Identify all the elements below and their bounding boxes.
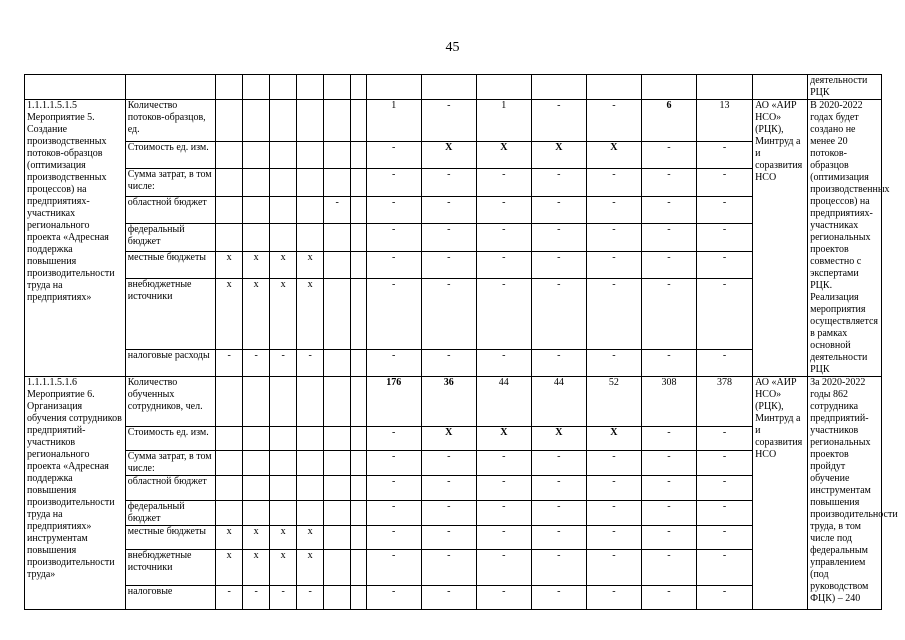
- indicator-label: Сумма затрат, в том числе:: [125, 169, 215, 197]
- left-value-cell: -: [270, 350, 297, 377]
- spacer-cell: [351, 427, 367, 451]
- year-value-cell: -: [696, 451, 752, 476]
- year-value-cell: -: [421, 501, 476, 526]
- left-value-cell: х: [243, 526, 270, 550]
- left-value-cell: [297, 142, 324, 169]
- left-value-cell: х: [297, 550, 324, 586]
- row-comment: деятельности РЦК: [808, 75, 882, 100]
- year-value-cell: -: [476, 223, 531, 251]
- year-value-cell: -: [421, 451, 476, 476]
- year-value-cell: -: [421, 586, 476, 610]
- year-value-cell: -: [531, 251, 586, 278]
- year-value-cell: -: [421, 223, 476, 251]
- left-value-cell: [324, 501, 351, 526]
- year-value-cell: -: [586, 278, 641, 349]
- year-value-cell: -: [586, 223, 641, 251]
- table-row: [25, 377, 882, 427]
- year-value-cell: -: [531, 278, 586, 349]
- left-value-cell: [243, 476, 270, 501]
- indicator-label: местные бюджеты: [125, 526, 215, 550]
- year-value-cell: -: [641, 586, 696, 610]
- left-value-cell: [216, 169, 243, 197]
- indicator-label: налоговые: [125, 586, 215, 610]
- left-value-cell: [297, 197, 324, 224]
- year-value-cell: -: [366, 142, 421, 169]
- year-value-cell: -: [366, 197, 421, 224]
- year-value-cell: -: [696, 169, 752, 197]
- left-value-cell: [216, 427, 243, 451]
- year-value-cell: 44: [476, 377, 531, 427]
- spacer-cell: [351, 251, 367, 278]
- year-value-cell: -: [421, 476, 476, 501]
- left-value-cell: х: [270, 278, 297, 349]
- left-value-cell: [243, 427, 270, 451]
- year-value-cell: -: [586, 526, 641, 550]
- year-value-cell: 378: [696, 377, 752, 427]
- year-value-cell: -: [366, 501, 421, 526]
- left-value-cell: х: [297, 526, 324, 550]
- year-value-cell: -: [586, 251, 641, 278]
- year-value-cell: -: [476, 350, 531, 377]
- left-value-cell: [270, 476, 297, 501]
- year-value-cell: -: [476, 476, 531, 501]
- left-value-cell: -: [297, 350, 324, 377]
- year-value-cell: -: [696, 501, 752, 526]
- year-value-cell: -: [641, 550, 696, 586]
- left-value-cell: -: [243, 586, 270, 610]
- year-value-cell: -: [476, 278, 531, 349]
- left-value-cell: [324, 427, 351, 451]
- year-value-cell: -: [586, 501, 641, 526]
- indicator-label: областной бюджет: [125, 197, 215, 224]
- year-value-cell: Х: [421, 142, 476, 169]
- table-row: [25, 100, 882, 142]
- left-value-cell: [243, 451, 270, 476]
- left-value-cell: [216, 377, 243, 427]
- left-value-cell: [216, 100, 243, 142]
- year-value-cell: -: [696, 251, 752, 278]
- year-value-cell: -: [366, 526, 421, 550]
- indicator-label: федеральный бюджет: [125, 501, 215, 526]
- year-value-cell: -: [366, 586, 421, 610]
- year-value-cell: -: [366, 350, 421, 377]
- year-value-cell: -: [476, 526, 531, 550]
- spacer-cell: [351, 197, 367, 224]
- year-value-cell: -: [531, 501, 586, 526]
- spacer-cell: [351, 278, 367, 349]
- left-value-cell: [297, 169, 324, 197]
- year-value-cell: -: [476, 501, 531, 526]
- left-value-cell: [297, 451, 324, 476]
- year-value-cell: -: [421, 251, 476, 278]
- year-value-cell: -: [531, 223, 586, 251]
- year-value-cell: -: [531, 100, 586, 142]
- page-number: 45: [445, 40, 460, 55]
- comment-cell: В 2020-2022 годах будет создано не менее 20 потоков-образцов (оптимизация производственных процессов) на предприятиях-участниках региональных проектов совместно с экспертами РЦК. Реализация мероприятия осуществляется в рамках основной деятельности РЦК: [808, 100, 882, 377]
- spacer-cell: [351, 142, 367, 169]
- year-value-cell: Х: [531, 427, 586, 451]
- left-value-cell: [324, 142, 351, 169]
- left-value-cell: [297, 501, 324, 526]
- year-value-cell: -: [641, 451, 696, 476]
- left-value-cell: -: [216, 350, 243, 377]
- left-value-cell: -: [324, 197, 351, 224]
- left-value-cell: [324, 100, 351, 142]
- left-value-cell: [324, 550, 351, 586]
- left-value-cell: [216, 476, 243, 501]
- year-value-cell: -: [641, 427, 696, 451]
- year-value-cell: -: [421, 197, 476, 224]
- comment-cell: За 2020-2022 годы 862 сотрудника предприятий-участников региональных проектов пройдут обучение инструментам повышения производительности труда, в том числе под федеральным управлением (под руководством ФЦК) – 240: [808, 377, 882, 610]
- year-value-cell: -: [476, 197, 531, 224]
- year-value-cell: -: [641, 197, 696, 224]
- left-value-cell: -: [297, 586, 324, 610]
- table-row: [25, 75, 882, 100]
- left-value-cell: х: [216, 251, 243, 278]
- year-value-cell: 1: [366, 100, 421, 142]
- left-value-cell: [324, 223, 351, 251]
- indicator-label: местные бюджеты: [125, 251, 215, 278]
- left-value-cell: [270, 142, 297, 169]
- year-value-cell: -: [476, 451, 531, 476]
- year-value-cell: 36: [421, 377, 476, 427]
- spacer-cell: [351, 377, 367, 427]
- left-value-cell: [270, 377, 297, 427]
- left-value-cell: х: [270, 526, 297, 550]
- left-value-cell: [243, 142, 270, 169]
- year-value-cell: Х: [421, 427, 476, 451]
- year-value-cell: -: [366, 278, 421, 349]
- plan-body: [25, 75, 898, 610]
- left-value-cell: [324, 476, 351, 501]
- year-value-cell: -: [531, 586, 586, 610]
- year-value-cell: -: [641, 169, 696, 197]
- left-value-cell: -: [243, 350, 270, 377]
- left-value-cell: [243, 169, 270, 197]
- indicator-label: внебюджетные источники: [125, 550, 215, 586]
- year-value-cell: Х: [586, 142, 641, 169]
- year-value-cell: -: [696, 476, 752, 501]
- left-value-cell: [243, 197, 270, 224]
- year-value-cell: -: [366, 223, 421, 251]
- year-value-cell: -: [641, 251, 696, 278]
- year-value-cell: -: [586, 586, 641, 610]
- left-value-cell: [297, 476, 324, 501]
- left-value-cell: [324, 377, 351, 427]
- left-value-cell: х: [270, 251, 297, 278]
- indicator-label: налоговые расходы: [125, 350, 215, 377]
- year-value-cell: 1: [476, 100, 531, 142]
- year-value-cell: -: [641, 278, 696, 349]
- left-value-cell: [297, 223, 324, 251]
- left-value-cell: [270, 223, 297, 251]
- year-value-cell: -: [586, 476, 641, 501]
- year-value-cell: -: [531, 451, 586, 476]
- indicator-label: Сумма затрат, в том числе:: [125, 451, 215, 476]
- year-value-cell: -: [641, 501, 696, 526]
- left-value-cell: [270, 451, 297, 476]
- year-value-cell: -: [641, 476, 696, 501]
- left-value-cell: [324, 451, 351, 476]
- year-value-cell: Х: [476, 142, 531, 169]
- year-value-cell: -: [476, 550, 531, 586]
- spacer-cell: [351, 550, 367, 586]
- left-value-cell: [324, 526, 351, 550]
- left-value-cell: [216, 223, 243, 251]
- spacer-cell: [351, 501, 367, 526]
- year-value-cell: -: [366, 169, 421, 197]
- left-value-cell: х: [243, 278, 270, 349]
- left-value-cell: х: [216, 526, 243, 550]
- year-value-cell: 52: [586, 377, 641, 427]
- left-value-cell: х: [216, 278, 243, 349]
- left-value-cell: [216, 451, 243, 476]
- year-value-cell: Х: [476, 427, 531, 451]
- left-value-cell: [297, 100, 324, 142]
- spacer-cell: [351, 350, 367, 377]
- year-value-cell: -: [696, 550, 752, 586]
- left-value-cell: [270, 501, 297, 526]
- year-value-cell: -: [586, 350, 641, 377]
- year-value-cell: -: [586, 197, 641, 224]
- year-value-cell: -: [641, 350, 696, 377]
- spacer-cell: [351, 223, 367, 251]
- year-value-cell: -: [531, 476, 586, 501]
- year-value-cell: -: [696, 223, 752, 251]
- left-value-cell: -: [216, 586, 243, 610]
- year-value-cell: -: [586, 169, 641, 197]
- year-value-cell: -: [696, 197, 752, 224]
- year-value-cell: -: [696, 278, 752, 349]
- year-value-cell: -: [641, 142, 696, 169]
- event-code-cell: 1.1.1.1.5.1.5 Мероприятие 5. Создание производственных потоков-образцов (оптимизация производственных процессов) на предприятиях-участниках регионального проекта «Адресная поддержка повышения производительности труда на предприятиях»: [25, 100, 126, 377]
- left-value-cell: [243, 100, 270, 142]
- left-value-cell: х: [243, 251, 270, 278]
- year-value-cell: -: [586, 451, 641, 476]
- year-value-cell: -: [586, 550, 641, 586]
- year-value-cell: -: [641, 526, 696, 550]
- year-value-cell: -: [421, 350, 476, 377]
- year-value-cell: Х: [531, 142, 586, 169]
- year-value-cell: -: [366, 550, 421, 586]
- year-value-cell: -: [641, 223, 696, 251]
- indicator-label: федеральный бюджет: [125, 223, 215, 251]
- left-value-cell: [216, 197, 243, 224]
- left-value-cell: [324, 350, 351, 377]
- left-value-cell: [270, 427, 297, 451]
- left-value-cell: [297, 427, 324, 451]
- left-value-cell: [243, 223, 270, 251]
- spacer-cell: [351, 451, 367, 476]
- left-value-cell: х: [297, 251, 324, 278]
- spacer-cell: [351, 100, 367, 142]
- year-value-cell: -: [366, 451, 421, 476]
- year-value-cell: -: [531, 550, 586, 586]
- year-value-cell: -: [696, 350, 752, 377]
- year-value-cell: Х: [586, 427, 641, 451]
- year-value-cell: -: [421, 526, 476, 550]
- spacer-cell: [351, 476, 367, 501]
- left-value-cell: [324, 586, 351, 610]
- year-value-cell: -: [476, 251, 531, 278]
- indicator-label: Количество обученных сотрудников, чел.: [125, 377, 215, 427]
- left-value-cell: [270, 169, 297, 197]
- indicator-label: Стоимость ед. изм.: [125, 142, 215, 169]
- year-value-cell: -: [531, 169, 586, 197]
- year-value-cell: -: [421, 169, 476, 197]
- indicator-label: внебюджетные источники: [125, 278, 215, 349]
- left-value-cell: х: [297, 278, 324, 349]
- event-code-cell: 1.1.1.1.5.1.6 Мероприятие 6. Организация обучения сотрудников предприятий-участников регионального проекта «Адресная поддержка повышения производительности труда на предприятиях» инструментам повышения производительности труда»: [25, 377, 126, 610]
- year-value-cell: -: [696, 142, 752, 169]
- left-value-cell: х: [216, 550, 243, 586]
- left-value-cell: [324, 169, 351, 197]
- spacer-cell: [351, 586, 367, 610]
- left-value-cell: [270, 100, 297, 142]
- indicator-label: Стоимость ед. изм.: [125, 427, 215, 451]
- left-value-cell: [243, 501, 270, 526]
- left-value-cell: [216, 501, 243, 526]
- year-value-cell: -: [696, 586, 752, 610]
- year-value-cell: -: [696, 526, 752, 550]
- left-value-cell: [216, 142, 243, 169]
- year-value-cell: 44: [531, 377, 586, 427]
- left-value-cell: [297, 377, 324, 427]
- year-value-cell: -: [366, 251, 421, 278]
- year-value-cell: 6: [641, 100, 696, 142]
- executor-cell: АО «АИР НСО» (РЦК), Минтруд а и соразвития НСО: [753, 377, 808, 610]
- left-value-cell: [324, 251, 351, 278]
- year-value-cell: -: [696, 427, 752, 451]
- year-value-cell: -: [366, 427, 421, 451]
- left-value-cell: [270, 197, 297, 224]
- year-value-cell: -: [586, 100, 641, 142]
- executor-cell: АО «АИР НСО» (РЦК), Минтруд а и соразвития НСО: [753, 100, 808, 377]
- year-value-cell: -: [531, 197, 586, 224]
- year-value-cell: -: [476, 586, 531, 610]
- left-value-cell: [243, 377, 270, 427]
- year-value-cell: -: [531, 526, 586, 550]
- year-value-cell: -: [366, 476, 421, 501]
- left-value-cell: х: [243, 550, 270, 586]
- indicator-label: областной бюджет: [125, 476, 215, 501]
- year-value-cell: -: [531, 350, 586, 377]
- spacer-cell: [351, 169, 367, 197]
- plan-table: [24, 74, 898, 610]
- spacer-cell: [351, 526, 367, 550]
- year-value-cell: 176: [366, 377, 421, 427]
- indicator-label: Количество потоков-образцов, ед.: [125, 100, 215, 142]
- year-value-cell: -: [421, 278, 476, 349]
- left-value-cell: -: [270, 586, 297, 610]
- left-value-cell: х: [270, 550, 297, 586]
- year-value-cell: 13: [696, 100, 752, 142]
- year-value-cell: 308: [641, 377, 696, 427]
- year-value-cell: -: [421, 100, 476, 142]
- left-value-cell: [324, 278, 351, 349]
- year-value-cell: -: [476, 169, 531, 197]
- year-value-cell: -: [421, 550, 476, 586]
